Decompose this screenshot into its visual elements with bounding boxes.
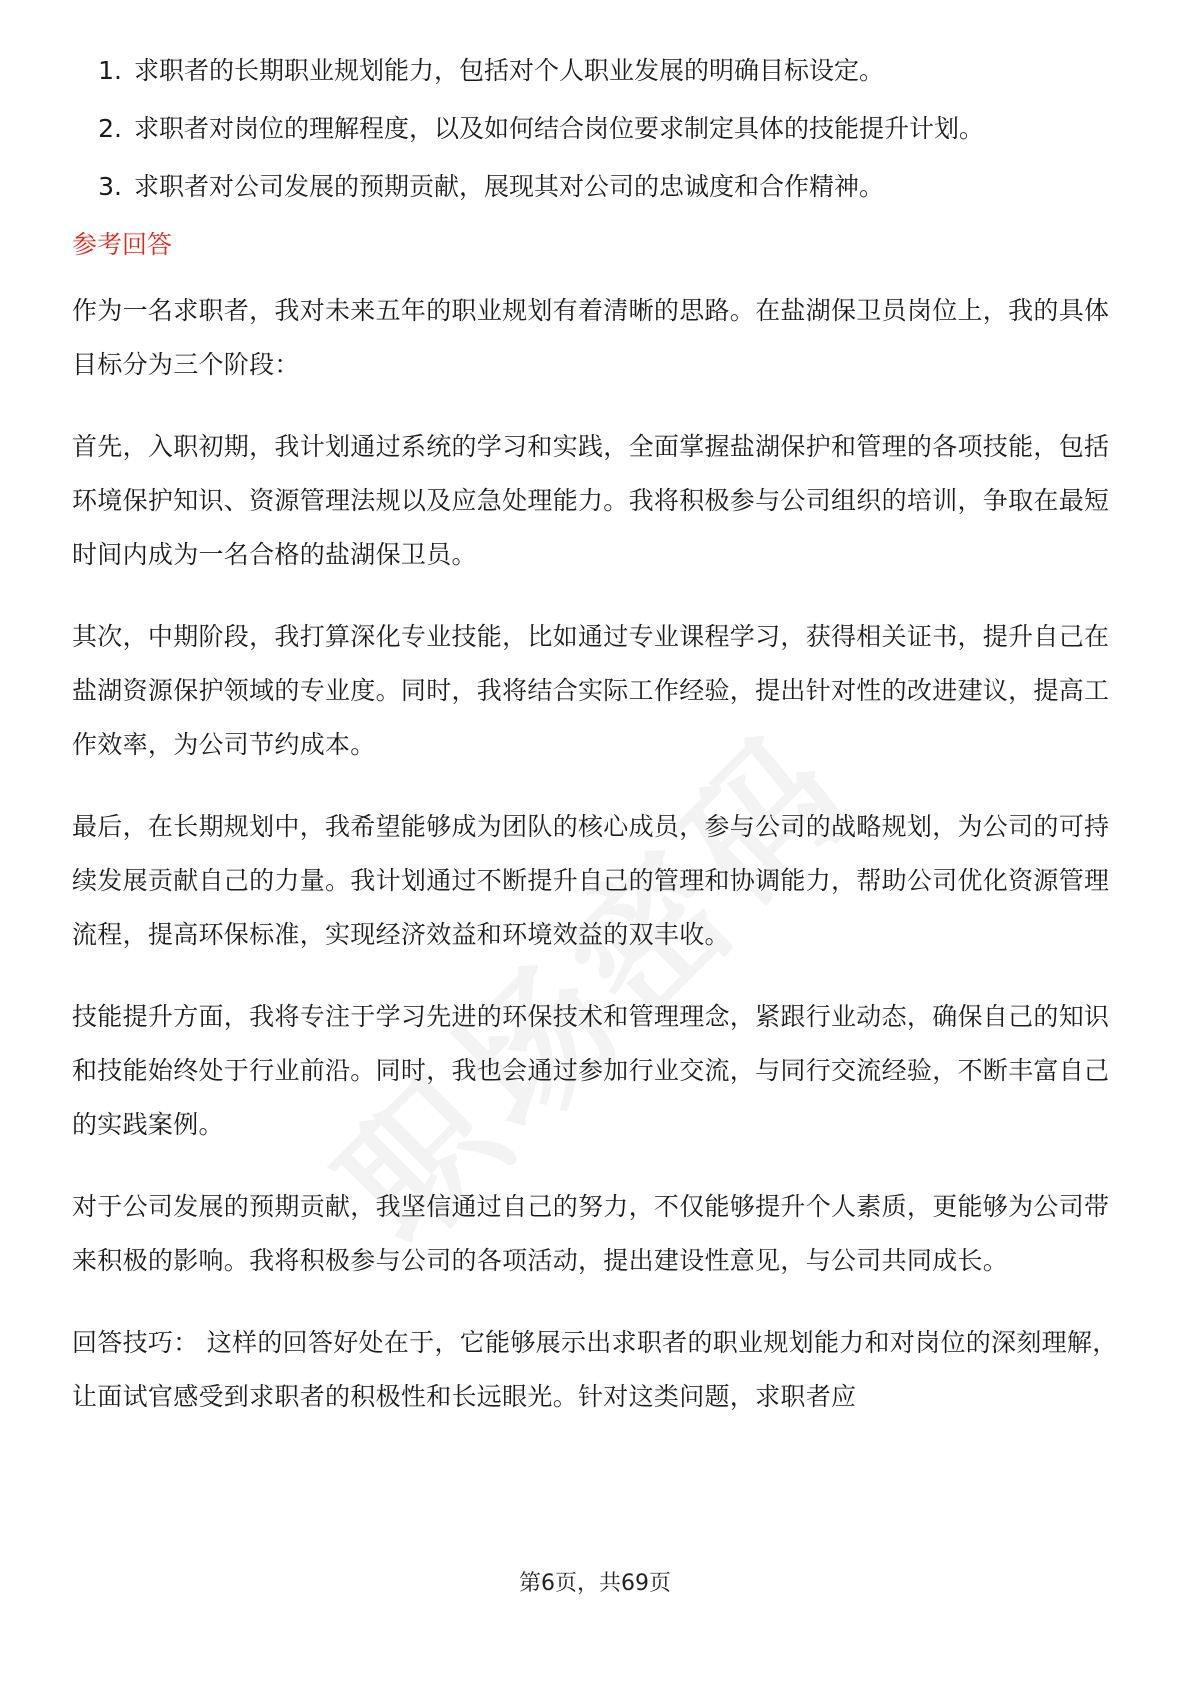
page-number: 第6页，共69页 (519, 1571, 671, 1596)
paragraph: 作为一名求职者，我对未来五年的职业规划有着清晰的思路。在盐湖保卫员岗位上，我的具体目标分为三个阶段： (72, 296, 1110, 379)
paragraph: 最后，在长期规划中，我希望能够成为团队的核心成员，参与公司的战略规划，为公司的可持续发展贡献自己的力量。我计划通过不断提升自己的管理和协调能力，帮助公司优化资源管理流程，提高环保标准，实现经济效益和环境效益的双丰收。 (72, 812, 1110, 949)
paragraph: 对于公司发展的预期贡献，我坚信通过自己的努力，不仅能够提升个人素质，更能够为公司带来积极的影响。我将积极参与公司的各项活动，提出建设性意见，与公司共同成长。 (72, 1192, 1110, 1275)
list-text: 求职者对岗位的理解程度，以及如何结合岗位要求制定具体的技能提升计划。 (134, 114, 985, 143)
answer-tip: 回答技巧： 这样的回答好处在于，它能够展示出求职者的职业规划能力和对岗位的深刻理解，让面试官感受到求职者的积极性和长远眼光。针对这类问题，求职者应 (72, 1328, 1118, 1411)
list-text: 求职者对公司发展的预期贡献，展现其对公司的忠诚度和合作精神。 (134, 172, 885, 201)
list-item (72, 114, 1122, 144)
criteria-list (72, 56, 1122, 202)
paragraph: 技能提升方面，我将专注于学习先进的环保技术和管理理念，紧跟行业动态，确保自己的知识和技能始终处于行业前沿。同时，我也会通过参加行业交流，与同行交流经验，不断丰富自己的实践案例。 (72, 1002, 1110, 1139)
list-number: 2. (98, 114, 122, 143)
paragraph: 其次，中期阶段，我打算深化专业技能，比如通过专业课程学习，获得相关证书，提升自己在盐湖资源保护领域的专业度。同时，我将结合实际工作经验，提出针对性的改进建议，提高工作效率，为公司节约成本。 (72, 622, 1110, 759)
list-number: 1. (98, 56, 122, 85)
section-heading: 参考回答 (72, 230, 173, 259)
list-text: 求职者的长期职业规划能力，包括对个人职业发展的明确目标设定。 (134, 56, 885, 85)
paragraph: 首先，入职初期，我计划通过系统的学习和实践，全面掌握盐湖保护和管理的各项技能，包括环境保护知识、资源管理法规以及应急处理能力。我将积极参与公司组织的培训，争取在最短时间内成为一名合格的盐湖保卫员。 (72, 432, 1110, 569)
list-item (72, 56, 1122, 86)
list-item (72, 172, 1122, 202)
page-content (72, 56, 1122, 1452)
list-number: 3. (98, 172, 122, 201)
